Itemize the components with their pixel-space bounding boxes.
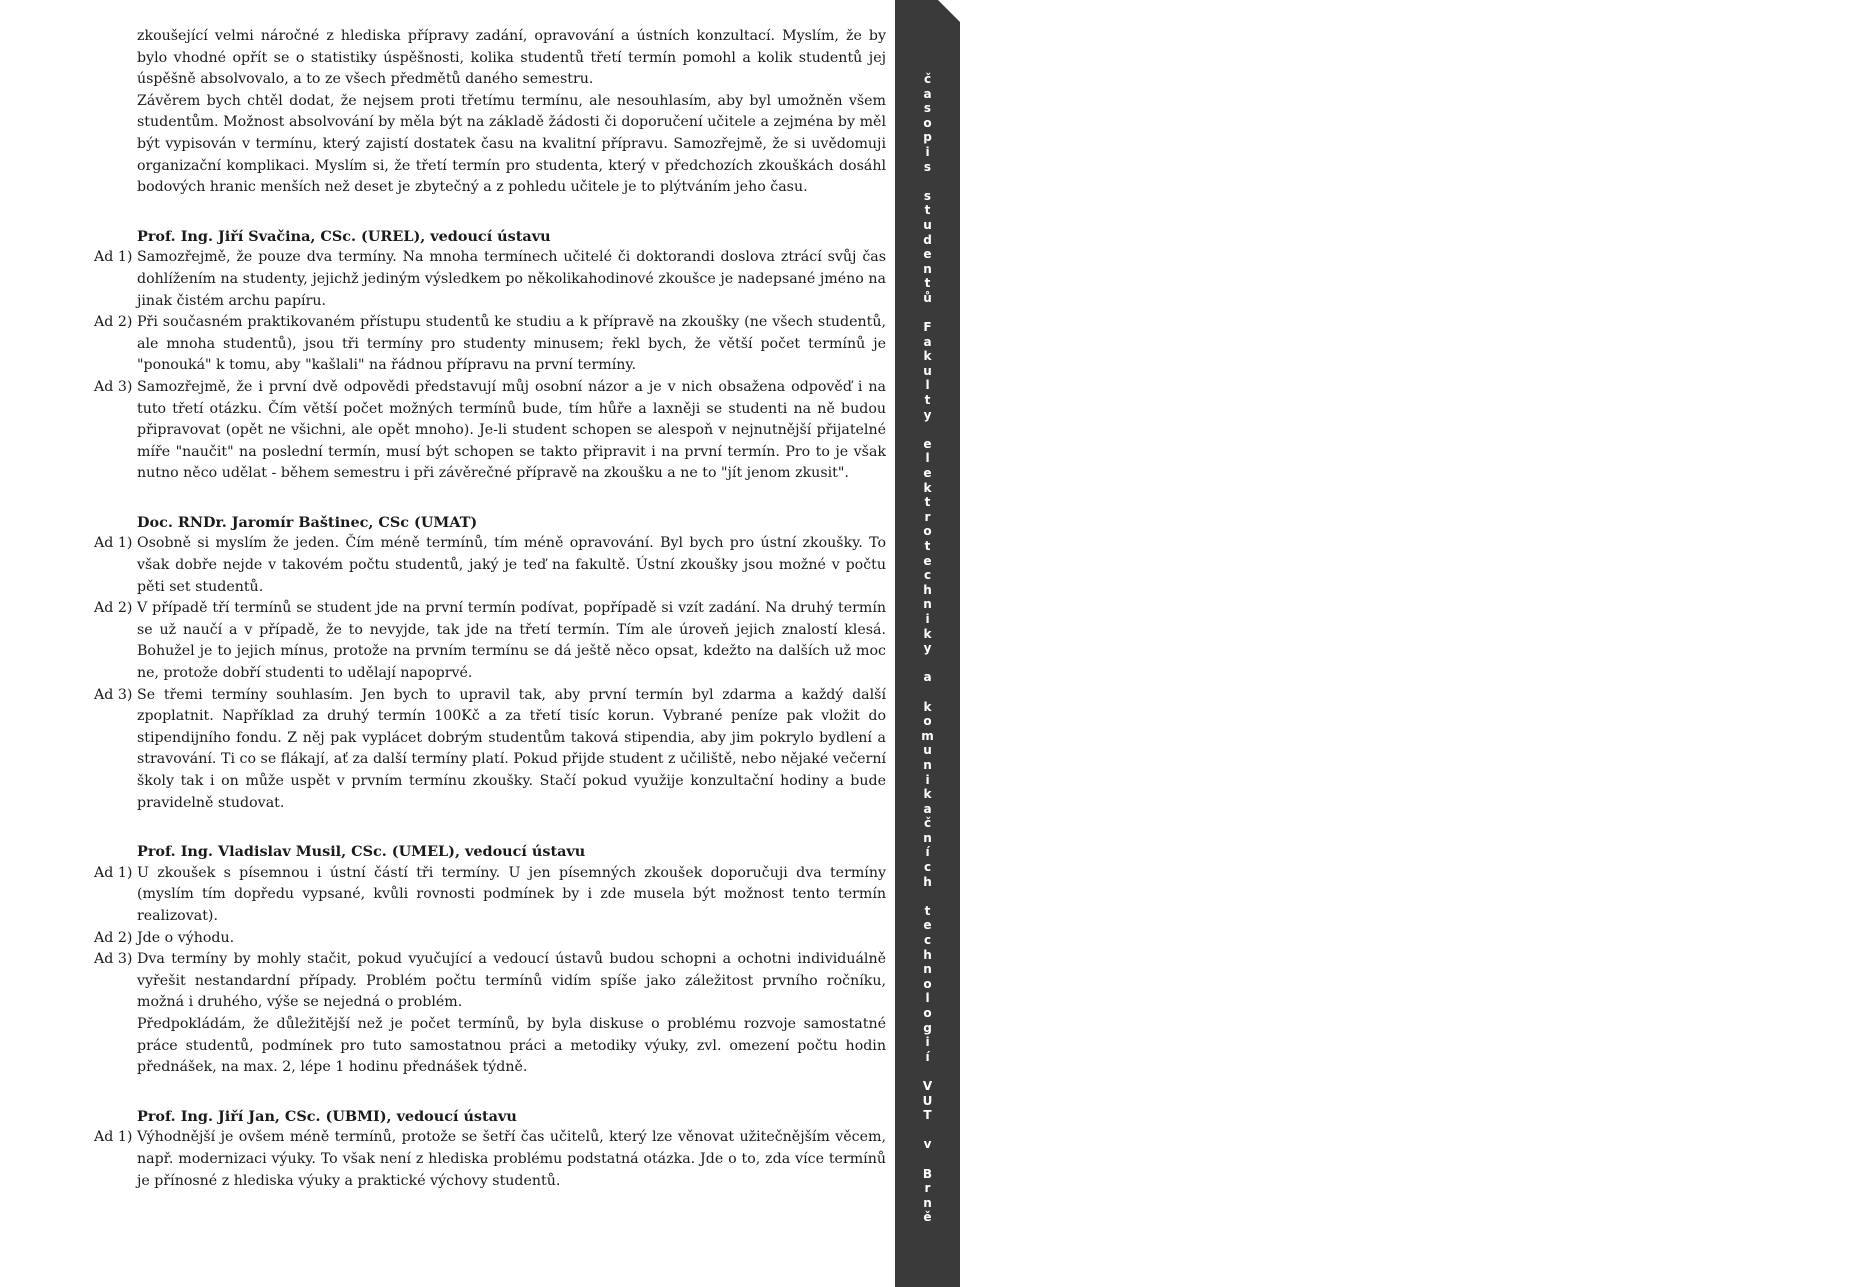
sidebar-letter: F bbox=[923, 320, 932, 335]
sidebar bbox=[895, 0, 1832, 1287]
sidebar-letter: s bbox=[923, 159, 932, 174]
sidebar-letter bbox=[921, 174, 935, 189]
answer-text: Dva termíny by mohly stačit, pokud vyučující a vedoucí ústavů budou schopni a ochotni individuálně vyřešit nestandardní případy. Problém počtu termínů vidím spíše jako záležitost prvního ročníku, možná i druhého, výše se nejedná o problém. bbox=[137, 951, 886, 1011]
sidebar-letter bbox=[921, 889, 935, 904]
sidebar-letter: k bbox=[923, 349, 932, 364]
sidebar-letter: a bbox=[923, 334, 932, 349]
sidebar-letter: u bbox=[923, 743, 932, 758]
author-heading: Prof. Ing. Vladislav Musil, CSc. (UMEL), vedoucí ústavu bbox=[137, 843, 586, 861]
sidebar-letter: o bbox=[923, 714, 932, 729]
answer-text: Při současném praktikovaném přístupu studentů ke studiu a k přípravě na zkoušky (ne všech studentů, ale mnoha studentů), jsou tři termíny pro studenty minusem; řekl bych, že větší počet termínů je "ponouká" k tomu, aby "kašlali" na řádnou přípravu na první termíny. bbox=[137, 314, 886, 374]
answer-label: Ad 1) bbox=[94, 249, 133, 266]
sidebar-letter: k bbox=[923, 787, 932, 802]
answer-item bbox=[94, 863, 886, 928]
sidebar-letter: í bbox=[925, 845, 930, 860]
sidebar-letter: n bbox=[923, 597, 932, 612]
sidebar-letter: c bbox=[923, 933, 932, 948]
sidebar-letter: h bbox=[923, 874, 932, 889]
answer-text: Samozřejmě, že pouze dva termíny. Na mnoha termínech učitelé či doktorandi doslova ztrácí svůj čas dohlížením na studenty, jejichž jediným výsledkem po několikahodinové zkoušce je nadepsané jméno na jinak čistém archu papíru. bbox=[137, 249, 886, 309]
sidebar-letter: i bbox=[925, 144, 930, 159]
article-body bbox=[94, 26, 886, 1192]
sidebar-letter: t bbox=[924, 393, 931, 408]
sidebar-letter: a bbox=[923, 670, 932, 685]
sidebar-letter: y bbox=[923, 407, 932, 422]
answer-text: V případě tří termínů se student jde na první termín podívat, popřípadě si vzít zadání. Na druhý termín se už naučí a v případě, že to nevyjde, tak jde na třetí termín. Tím ale úroveň jejich znalostí klesá. Bohužel je to jejich mínus, protože na prvním termínu se dá ještě něco opsat, kdežto na dalších už moc ne, protože dobří studenti to udělají napoprvé. bbox=[137, 600, 886, 682]
sidebar-letter: a bbox=[923, 801, 932, 816]
intro-paragraph: zkoušející velmi náročné z hlediska přípravy zadání, opravování a ústních konzultací. Myslím, že by bylo vhodné opřít se o statistiky úspěšnosti, kolika studentů třetí termín pomohl a kolik studentů jej úspěšně absolvovalo, a to ze všech předmětů daného semestru. bbox=[137, 28, 886, 88]
sidebar-letter: n bbox=[923, 1195, 932, 1210]
answer-text: Výhodnější je ovšem méně termínů, protože se šetří čas učitelů, který lze věnovat užitečnějším věcem, např. modernizaci výuky. To však není z hlediska problému podstatná otázka. Jde o to, zda více termínů je přínosné z hlediska výuky a praktické výchovy studentů. bbox=[137, 1129, 886, 1189]
sidebar-letter: m bbox=[921, 728, 934, 743]
sidebar-letter: o bbox=[923, 524, 932, 539]
sidebar-letter: e bbox=[923, 247, 932, 262]
sidebar-magazine-label bbox=[895, 72, 960, 1225]
sidebar-letter bbox=[921, 422, 935, 437]
answer-item bbox=[94, 685, 886, 815]
answer-text: U zkoušek s písemnou i ústní částí tři termíny. U jen písemných zkoušek doporučuji dva termíny (myslím tím dopředu vypsané, kvůli rovnosti podmínek by i zde musela být možnost tento termín realizovat). bbox=[137, 864, 886, 924]
sidebar-letter: l bbox=[925, 378, 930, 393]
sidebar-letter: t bbox=[924, 276, 931, 291]
sidebar-letter: r bbox=[924, 509, 931, 524]
sidebar-letter: U bbox=[922, 1093, 933, 1108]
answer-text: Samozřejmě, že i první dvě odpovědi představují můj osobní názor a je v nich obsažena odpověď i na tuto třetí otázku. Čím větší počet možných termínů bude, tím hůře a laxněji se studenti na ně budou připravovat (opět ne všichni, ale opět mnoho). Je-li student schopen se alespoň v nejnutnější přijatelné míře "naučit" na poslední termín, musí být schopen se takto připravit i na první termín. Pro to je však nutno něco udělat - během semestru i při závěrečné přípravě na zkoušku a ne to "jít jenom zkusit". bbox=[137, 378, 886, 482]
sidebar-letter bbox=[921, 685, 935, 700]
author-heading: Prof. Ing. Jiří Svačina, CSc. (UREL), vedoucí ústavu bbox=[137, 227, 551, 245]
answer-label: Ad 3) bbox=[94, 378, 133, 395]
sidebar-letter bbox=[921, 1123, 935, 1138]
answer-item bbox=[94, 377, 886, 485]
sidebar-letter: s bbox=[923, 188, 932, 203]
answer-item bbox=[94, 312, 886, 377]
sidebar-letter: e bbox=[923, 918, 932, 933]
sidebar-letter: u bbox=[923, 217, 932, 232]
sidebar-letter: i bbox=[925, 772, 930, 787]
page-number: 7 bbox=[1813, 1235, 1832, 1265]
sidebar-letter: d bbox=[923, 232, 932, 247]
answer-label: Ad 2) bbox=[94, 600, 133, 617]
sidebar-letter: n bbox=[923, 830, 932, 845]
sidebar-letter: ů bbox=[923, 290, 932, 305]
sidebar-letter: t bbox=[924, 539, 931, 553]
sidebar-letter: n bbox=[923, 962, 932, 977]
sidebar-corner-notch bbox=[938, 0, 960, 22]
sidebar-letter: e bbox=[923, 466, 932, 481]
answer-label: Ad 1) bbox=[94, 535, 133, 552]
sidebar-letter bbox=[921, 306, 935, 321]
author-heading: Doc. RNDr. Jaromír Baštinec, CSc (UMAT) bbox=[137, 513, 478, 531]
conclusion-paragraph: Závěrem bych chtěl dodat, že nejsem proti třetímu termínu, ale nesouhlasím, aby byl umožněn všem studentům. Možnost absolvování by měla být na základě žádosti či doporučení učitele a zejména by měl být vypisován v termínu, který zajistí dostatek času na kvalitní přípravu. Samozřejmě, že si uvědomuji organizační komplikaci. Myslím si, že třetí termín pro studenta, který v předchozích zkouškách dosáhl bodových hranic menších než deset je zbytečný a z pohledu učitele je to plýtváním jeho času. bbox=[137, 92, 886, 196]
answer-label: Ad 2) bbox=[94, 314, 133, 331]
sidebar-letter: o bbox=[923, 976, 932, 991]
sidebar-letter: e bbox=[923, 436, 932, 451]
answer-label: Ad 3) bbox=[94, 951, 133, 968]
answer-continuation: Předpokládám, že důležitější než je počet termínů, by byla diskuse o problému rozvoje samostatné práce studentů, podmínek pro tuto samostatnou práci a metodiky výuky, zvl. omezení počtu hodin přednášek, na max. 2, lépe 1 hodinu přednášek týdně. bbox=[137, 1015, 886, 1076]
sidebar-letter: n bbox=[923, 757, 932, 772]
sidebar-letter: k bbox=[923, 480, 932, 495]
sidebar-letter: ě bbox=[923, 1210, 932, 1225]
sidebar-letter: l bbox=[925, 451, 930, 466]
answer-label: Ad 3) bbox=[94, 686, 133, 703]
answer-text: Jde o výhodu. bbox=[137, 929, 235, 946]
sidebar-letter bbox=[921, 1152, 935, 1167]
sidebar-letter: č bbox=[923, 72, 932, 86]
answer-text: Se třemi termíny souhlasím. Jen bych to upravil tak, aby první termín byl zdarma a každý další zpoplatnit. Například za druhý termín 100Kč a za třetí tisíc korun. Vybrané peníze pak vložit do stipendijního fondu. Z něj pak vyplácet dobrým studentům taková stipendia, aby jim pokrylo bydlení a stravování. Ti co se flákají, ať za další termíny platí. Pokud přijde student z učiliště, nebo nějaké večerní školy tak i on může uspět v prvním termínu zkoušky. Stačí pokud využije konzultační hodiny a bude pravidelně studovat. bbox=[137, 686, 886, 811]
sidebar-letter: s bbox=[923, 101, 932, 116]
sidebar-letter: e bbox=[923, 553, 932, 568]
sidebar-letter: v bbox=[923, 1137, 932, 1152]
sidebar-letter: n bbox=[923, 261, 932, 276]
sidebar-letter: k bbox=[923, 699, 932, 714]
answer-item bbox=[94, 598, 886, 684]
sidebar-letter: k bbox=[923, 626, 932, 641]
sidebar-letter: t bbox=[924, 495, 931, 510]
sidebar-letter: h bbox=[923, 582, 932, 597]
sidebar-letter: o bbox=[923, 1006, 932, 1020]
answer-item bbox=[94, 533, 886, 598]
answer-text: Osobně si myslím že jeden. Čím méně termínů, tím méně opravování. Byl bych pro ústní zkoušky. To však dobře nejde v takovém počtu studentů, jaký je teď na fakultě. Ústní zkoušky jsou možné v počtu pěti set studentů. bbox=[137, 535, 886, 595]
sidebar-letter: l bbox=[925, 991, 930, 1006]
author-heading: Prof. Ing. Jiří Jan, CSc. (UBMI), vedoucí ústavu bbox=[137, 1107, 517, 1125]
sidebar-letter: p bbox=[923, 130, 932, 145]
sidebar-letter: í bbox=[925, 1049, 930, 1064]
sidebar-letter: č bbox=[923, 816, 932, 831]
sidebar-letter: T bbox=[923, 1108, 932, 1123]
sidebar-letter bbox=[921, 656, 935, 671]
sidebar-letter: o bbox=[923, 115, 932, 130]
sidebar-letter: t bbox=[924, 903, 931, 918]
sidebar-letter: V bbox=[922, 1078, 933, 1093]
sidebar-letter: a bbox=[923, 86, 932, 101]
sidebar-letter bbox=[921, 1064, 935, 1079]
sidebar-letter: B bbox=[922, 1166, 933, 1181]
sidebar-letter: y bbox=[923, 641, 932, 656]
answer-label: Ad 2) bbox=[94, 929, 133, 946]
answer-item bbox=[94, 247, 886, 312]
sidebar-letter: c bbox=[923, 860, 932, 875]
sidebar-letter: c bbox=[923, 568, 932, 583]
answer-label: Ad 1) bbox=[94, 1129, 133, 1146]
sidebar-letter: h bbox=[923, 947, 932, 962]
answer-item bbox=[94, 949, 886, 1014]
answer-label: Ad 1) bbox=[94, 864, 133, 881]
sidebar-letter: i bbox=[925, 1035, 930, 1050]
sidebar-letter: u bbox=[923, 363, 932, 378]
sidebar-letter: i bbox=[925, 611, 930, 626]
sidebar-letter: r bbox=[924, 1181, 931, 1196]
answer-item bbox=[94, 1127, 886, 1192]
sidebar-letter: g bbox=[923, 1020, 932, 1035]
answer-item bbox=[94, 928, 886, 950]
sidebar-letter: t bbox=[924, 203, 931, 218]
